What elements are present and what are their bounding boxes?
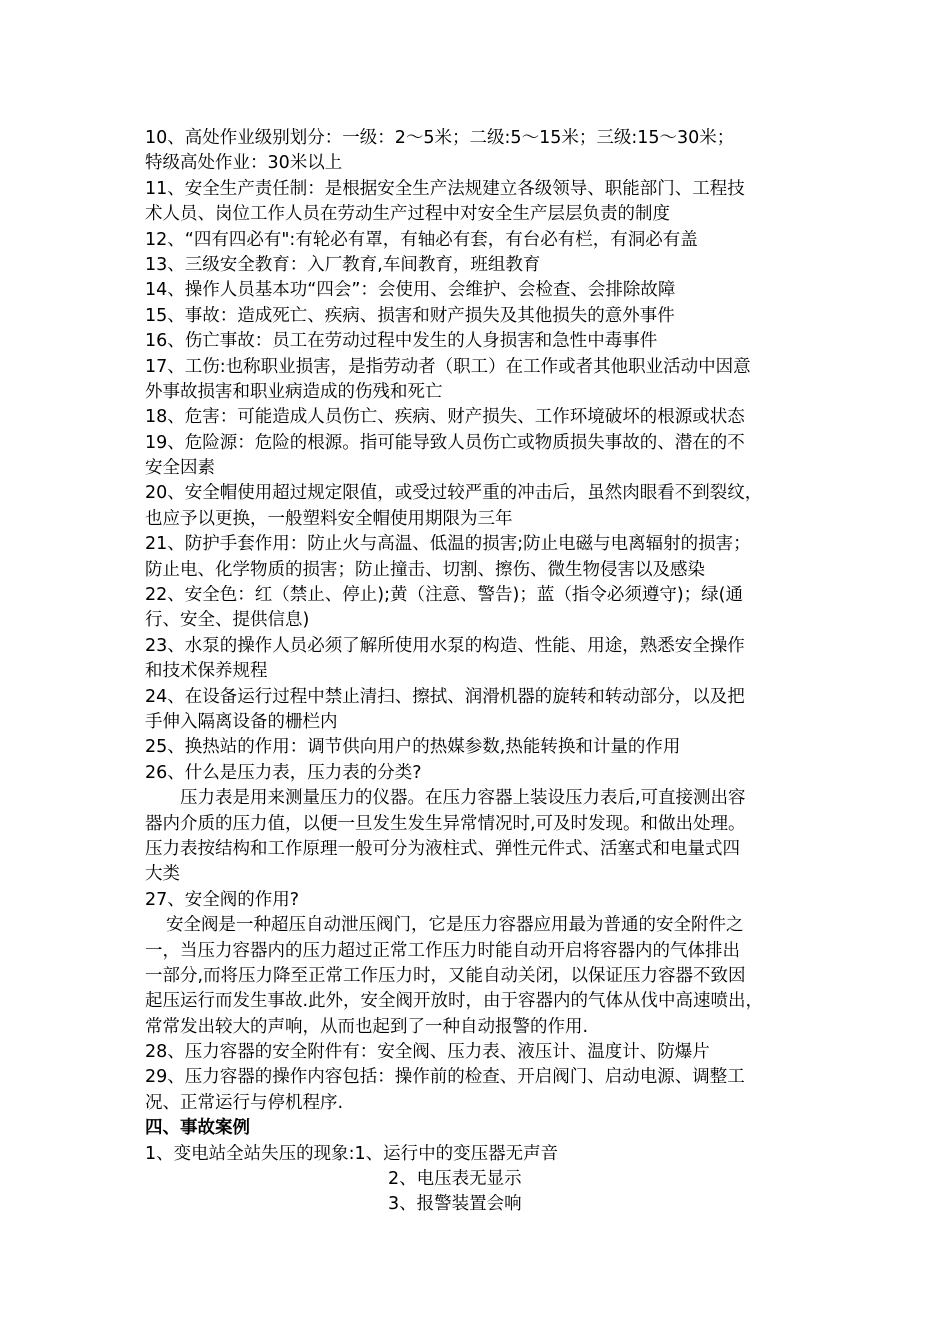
paragraph-first-line: 压力表是用来测量压力的仪器。在压力容器上装设压力表后,可直接测出容 — [180, 788, 746, 809]
text-line: 18、危害：可能造成人员伤亡、疾病、财产损失、工作环境破坏的根源或状态 — [145, 407, 745, 428]
text-line: 也应予以更换，一般塑料安全帽使用期限为三年 — [145, 508, 513, 529]
text-line: 器内介质的压力值，以便一旦发生发生异常情况时,可及时发现。和做出处理。 — [145, 813, 746, 834]
text-line: 特级高处作业：30米以上 — [145, 153, 343, 174]
text-line: 29、压力容器的操作内容包括：操作前的检查、开启阀门、启动电源、调整工 — [145, 1067, 745, 1088]
text-line: 25、换热站的作用：调节供向用户的热媒参数,热能转换和计量的作用 — [145, 737, 681, 758]
section-heading: 四、事故案例 — [145, 1118, 250, 1139]
text-line: 24、在设备运行过程中禁止清扫、擦拭、润滑机器的旋转和转动部分，以及把 — [145, 686, 745, 707]
text-line: 21、防护手套作用：防止火与高温、低温的损害;防止电磁与电离辐射的损害； — [145, 534, 751, 555]
text-line: 一，当压力容器内的压力超过正常工作压力时能自动开启将容器内的气体排出 — [145, 940, 740, 961]
text-line: 行、安全、提供信息) — [145, 610, 310, 631]
text-line: 术人员、岗位工作人员在劳动生产过程中对安全生产层层负责的制度 — [145, 204, 670, 225]
text-line: 27、安全阀的作用? — [145, 889, 300, 910]
text-line: 安全因素 — [145, 458, 215, 479]
text-line: 11、安全生产责任制：是根据安全生产法规建立各级领导、职能部门、工程技 — [145, 178, 745, 199]
text-line: 大类 — [145, 864, 180, 885]
text-line: 16、伤亡事故：员工在劳动过程中发生的人身损害和急性中毒事件 — [145, 331, 658, 352]
sub-item-line: 2、电压表无显示 — [388, 1169, 522, 1190]
text-line: 20、安全帽使用超过规定限值，或受过较严重的冲击后，虽然肉眼看不到裂纹， — [145, 483, 763, 504]
text-line: 26、什么是压力表，压力表的分类? — [145, 762, 422, 783]
text-line: 10、高处作业级别划分：一级：2～5米；二级:5～15米；三级:15～30米； — [145, 128, 735, 148]
text-line: 22、安全色：红（禁止、停止);黄（注意、警告)；蓝（指令必须遵守)；绿(通 — [145, 585, 743, 606]
paragraph-first-line: 安全阀是一种超压自动泄压阀门，它是压力容器应用最为普通的安全附件之 — [166, 915, 744, 936]
text-line: 常常发出较大的声响，从而也起到了一种自动报警的作用. — [145, 1016, 589, 1037]
text-line: 12、“四有四必有":有轮必有罩，有轴必有套，有台必有栏，有洞必有盖 — [145, 229, 698, 250]
text-line: 手伸入隔离设备的栅栏内 — [145, 711, 338, 732]
text-line: 和技术保养规程 — [145, 661, 268, 682]
text-line: 28、压力容器的安全附件有：安全阀、压力表、液压计、温度计、防爆片 — [145, 1042, 710, 1063]
text-line: 17、工伤:也称职业损害，是指劳动者（职工）在工作或者其他职业活动中因意 — [145, 356, 751, 377]
sub-item-line: 3、报警装置会响 — [388, 1194, 522, 1215]
text-line: 况、正常运行与停机程序. — [145, 1092, 344, 1113]
text-line: 19、危险源：危险的根源。指可能导致人员伤亡或物质损失事故的、潜在的不 — [145, 432, 745, 453]
text-line: 1、变电站全站失压的现象:1、运行中的变压器无声音 — [145, 1143, 559, 1164]
text-line: 13、三级安全教育：入厂教育,车间教育，班组教育 — [145, 254, 541, 275]
text-line: 外事故损害和职业病造成的伤残和死亡 — [145, 381, 443, 402]
text-line: 23、水泵的操作人员必须了解所使用水泵的构造、性能、用途，熟悉安全操作 — [145, 635, 745, 656]
text-line: 14、操作人员基本功“四会”：会使用、会维护、会检查、会排除故障 — [145, 280, 676, 301]
text-line: 一部分,而将压力降至正常工作压力时，又能自动关闭，以保证压力容器不致因 — [145, 965, 746, 986]
document-body — [145, 126, 813, 1218]
text-line: 起压运行而发生事故.此外，安全阀开放时，由于容器内的气体从伐中高速喷出， — [145, 991, 764, 1012]
text-line: 15、事故：造成死亡、疾病、损害和财产损失及其他损失的意外事件 — [145, 305, 675, 326]
text-line: 防止电、化学物质的损害；防止撞击、切割、擦伤、微生物侵害以及感染 — [145, 559, 705, 580]
text-line: 压力表按结构和工作原理一般可分为液柱式、弹性元件式、活塞式和电量式四 — [145, 838, 740, 859]
